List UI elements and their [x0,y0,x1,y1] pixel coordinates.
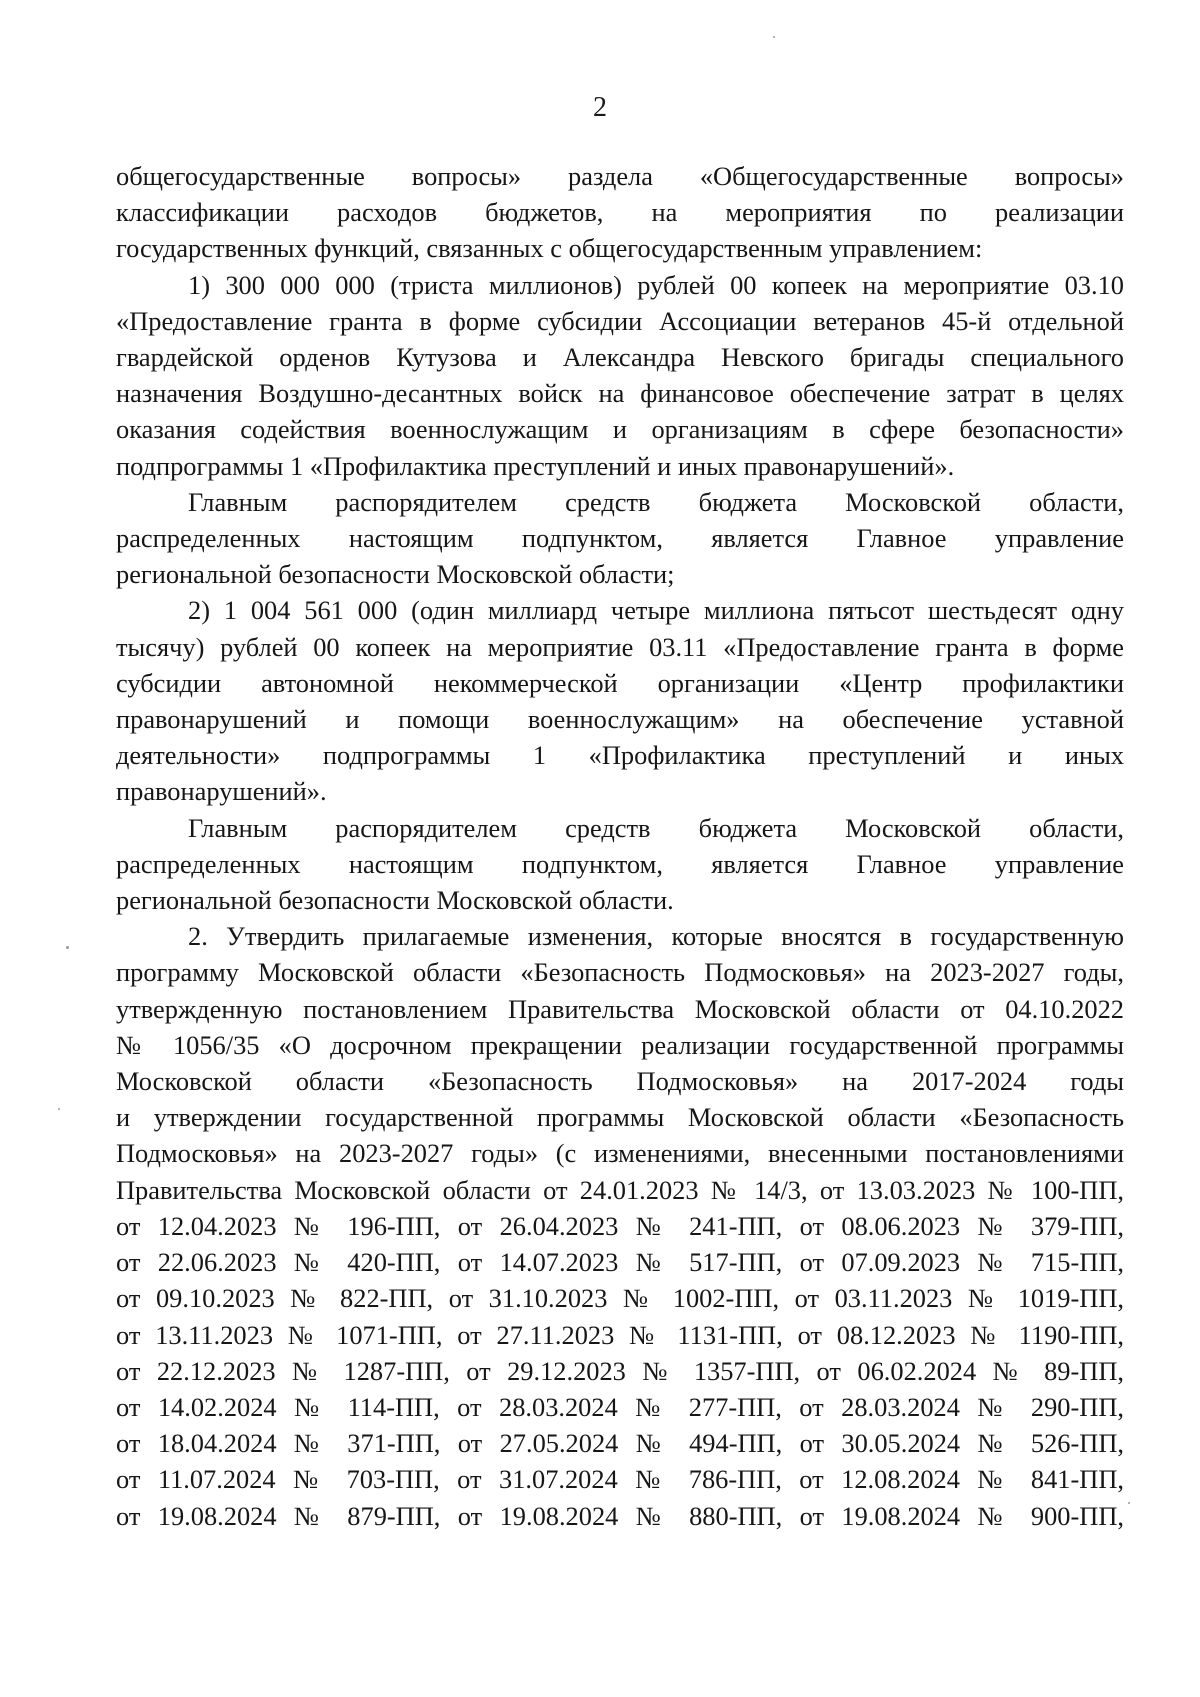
text-line: распределенных настоящим подпунктом, является Главное управление [116,523,1124,554]
text-line: 2) 1 004 561 000 (один миллиард четыре миллиона пятьсот шестьдесят одну [188,595,1124,626]
text-line: 2. Утвердить прилагаемые изменения, которые вносятся в государственную [188,921,1124,952]
paragraph-item-1 [116,267,1124,484]
scan-speck [58,1108,60,1110]
document-body [116,158,1124,1534]
text-line: гвардейской орденов Кутузова и Александра Невского бригады специального [116,342,1124,373]
text-line: 1) 300 000 000 (триста миллионов) рублей 00 копеек на мероприятие 03.10 [188,269,1124,300]
text-line: от 22.12.2023 № 1287-ПП, от 29.12.2023 № 1357-ПП, от 06.02.2024 № 89-ПП, [116,1355,1124,1386]
text-line: от 13.11.2023 № 1071-ПП, от 27.11.2023 № 1131-ПП, от 08.12.2023 № 1190-ПП, [116,1319,1124,1350]
text-line: «Предоставление гранта в форме субсидии Ассоциации ветеранов 45-й отдельной [116,305,1124,336]
text-line: правонарушений и помощи военнослужащим» на обеспечение уставной [116,704,1124,735]
paragraph-administrator-2 [116,810,1124,919]
paragraph-continuation [116,158,1124,267]
scan-speck [1128,1502,1130,1504]
paragraph-section-2 [116,918,1124,1533]
text-line: от 18.04.2024 № 371-ПП, от 27.05.2024 № 494-ПП, от 30.05.2024 № 526-ПП, [116,1428,1124,1459]
text-line: региональной безопасности Московской области; [116,559,675,590]
text-line: Главным распорядителем средств бюджета Московской области, [188,812,1124,843]
text-line: правонарушений». [116,776,327,807]
text-line: государственных функций, связанных с общегосударственным управлением: [116,233,983,264]
page-number: 2 [593,92,607,123]
text-line: общегосударственные вопросы» раздела «Общегосударственные вопросы» [116,161,1124,191]
text-line: оказания содействия военнослужащим и организациям в сфере безопасности» [116,414,1124,445]
text-line: классификации расходов бюджетов, на мероприятия по реализации [116,197,1124,228]
text-line: от 19.08.2024 № 879-ПП, от 19.08.2024 № 880-ПП, от 19.08.2024 № 900-ПП, [116,1500,1124,1531]
text-line: субсидии автономной некоммерческой организации «Центр профилактики [116,667,1124,698]
scan-speck [66,946,69,949]
text-line: Главным распорядителем средств бюджета Московской области, [188,486,1124,517]
text-line: подпрограммы 1 «Профилактика преступлений и иных правонарушений». [116,450,955,481]
paragraph-administrator-1 [116,484,1124,593]
text-line: Московской области «Безопасность Подмосковья» на 2017-2024 годы [116,1066,1124,1097]
text-line: и утверждении государственной программы Московской области «Безопасность [116,1102,1124,1133]
paragraph-item-2 [116,592,1124,809]
scan-speck [773,36,775,38]
text-line: № 1056/35 «О досрочном прекращении реализации государственной программы [116,1029,1124,1060]
text-line: от 11.07.2024 № 703-ПП, от 31.07.2024 № 786-ПП, от 12.08.2024 № 841-ПП, [116,1464,1124,1495]
text-line: программу Московской области «Безопасность Подмосковья» на 2023-2027 годы, [116,957,1124,988]
text-line: от 09.10.2023 № 822-ПП, от 31.10.2023 № 1002-ПП, от 03.11.2023 № 1019-ПП, [116,1283,1124,1314]
text-line: от 14.02.2024 № 114-ПП, от 28.03.2024 № 277-ПП, от 28.03.2024 № 290-ПП, [116,1391,1124,1422]
text-line: региональной безопасности Московской области. [116,885,674,916]
text-line: от 22.06.2023 № 420-ПП, от 14.07.2023 № 517-ПП, от 07.09.2023 № 715-ПП, [116,1247,1124,1278]
text-line: назначения Воздушно-десантных войск на финансовое обеспечение затрат в целях [116,378,1124,409]
text-line: распределенных настоящим подпунктом, является Главное управление [116,848,1124,879]
text-line: деятельности» подпрограммы 1 «Профилактика преступлений и иных [116,740,1124,771]
text-line: утвержденную постановлением Правительства Московской области от 04.10.2022 [116,993,1124,1024]
text-line: Правительства Московской области от 24.01.2023 № 14/3, от 13.03.2023 № 100-ПП, [116,1174,1124,1205]
text-line: Подмосковья» на 2023-2027 годы» (с изменениями, внесенными постановлениями [116,1138,1124,1169]
text-line: от 12.04.2023 № 196-ПП, от 26.04.2023 № 241-ПП, от 08.06.2023 № 379-ПП, [116,1210,1124,1241]
text-line: тысячу) рублей 00 копеек на мероприятие 03.11 «Предоставление гранта в форме [116,631,1124,662]
